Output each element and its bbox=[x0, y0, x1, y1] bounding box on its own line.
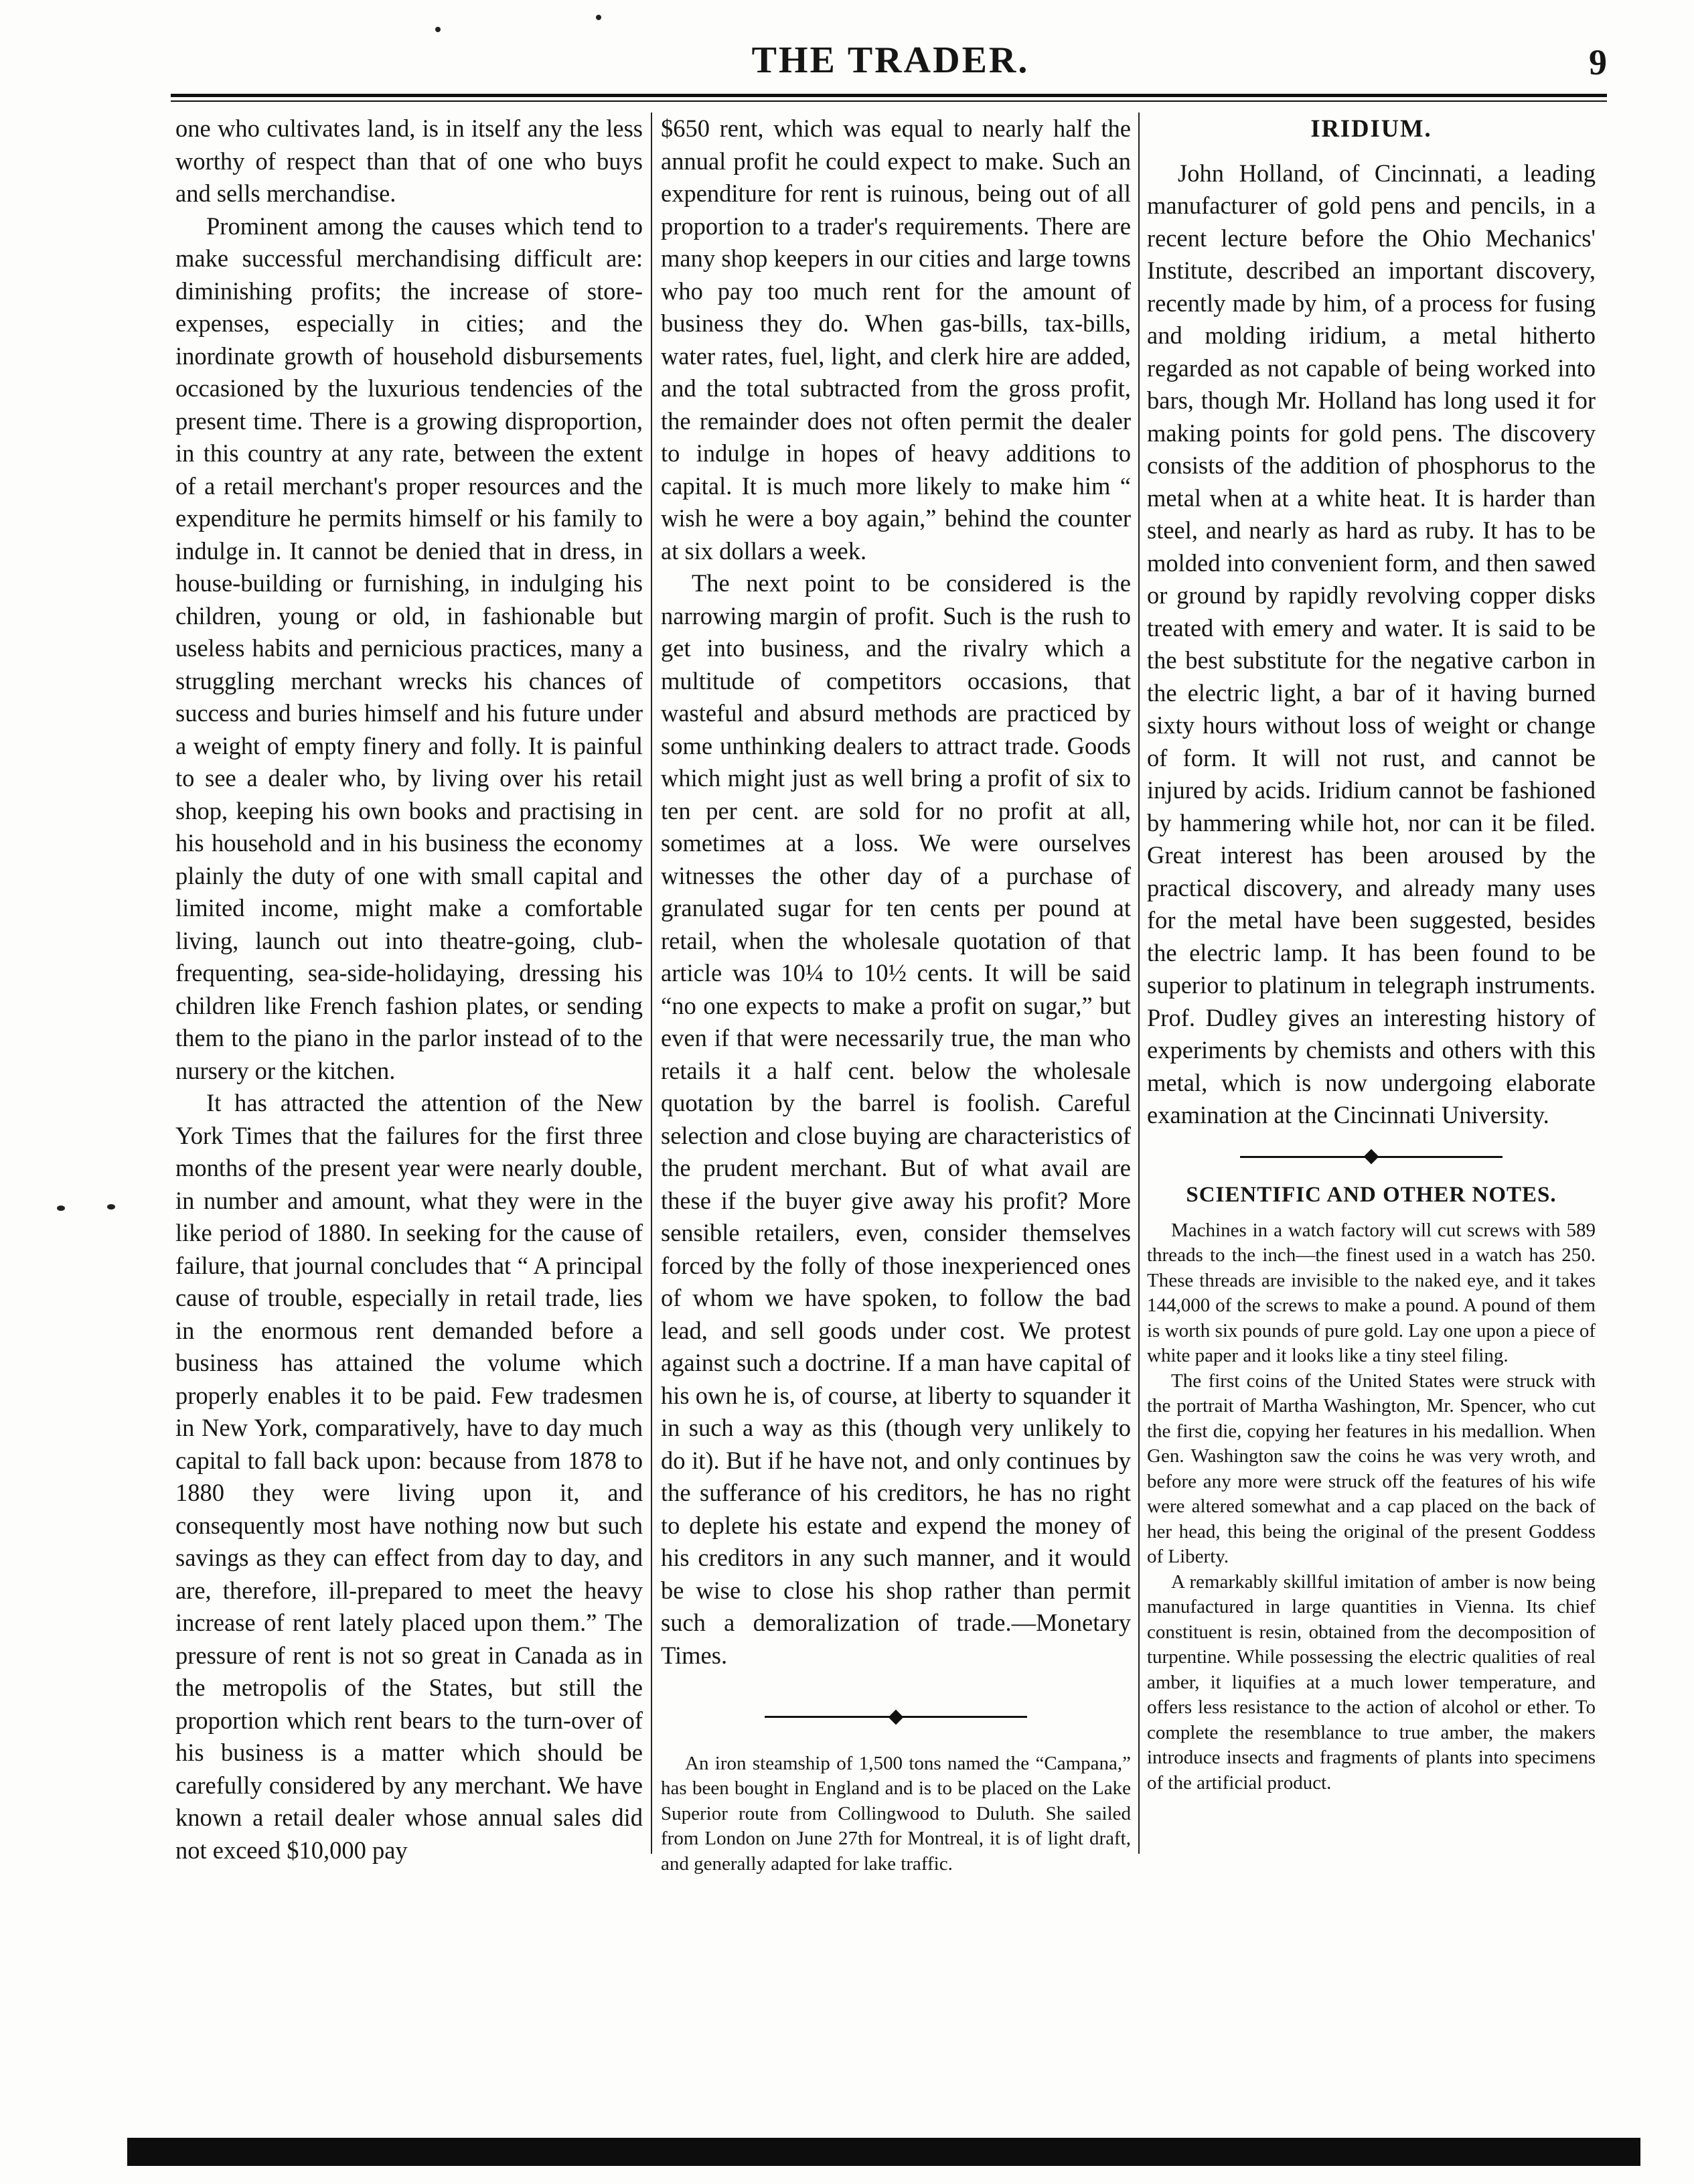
margin-speck bbox=[57, 1206, 65, 1211]
column-1 bbox=[175, 113, 643, 1864]
page-number: 9 bbox=[1589, 42, 1607, 82]
notes-ornament bbox=[1147, 1139, 1596, 1171]
column-2-paragraph-1: $650 rent, which was equal to nearly half the annual profit he could expect to make. Such an expenditure for rent is ruinous, being out of all proportion to a trader's requirements. There are many shop keepers in our cities and large towns who pay too much rent for the amount of business they do. When gas-bills, tax-bills, water rates, fuel, light, and clerk hire are added, and the total subtracted from the gross profit, the remainder does not often permit the dealer to indulge in hopes of heavy additions to capital. It is much more likely to make him “ wish he were a boy again,” behind the counter at six dollars a week. bbox=[661, 115, 1131, 565]
section-ornament bbox=[661, 1698, 1131, 1731]
note-first-coins: The first coins of the United States were struck with the portrait of Martha Washington, Mr. Spencer, who cut the first die, copying her features in his medallion. When Gen. Washington saw the coins he was very wroth, and before any more were struck off the features of his wife were altered somewhat and a cap placed on the back of her head, this being the original of the present Goddess of Liberty. bbox=[1147, 1370, 1596, 1567]
note-watch-screws: Machines in a watch factory will cut screws with 589 threads to the inch—the finest used in a watch has 250. These threads are invisible to the naked eye, and it takes 144,000 of the screws to make a pound. A pound of them is worth six pounds of pure gold. Lay one upon a piece of white paper and it looks like a tiny steel filing. bbox=[1147, 1219, 1596, 1366]
notes-heading: SCIENTIFIC AND OTHER NOTES. bbox=[1186, 1183, 1557, 1207]
margin-speck bbox=[435, 27, 441, 32]
iridium-heading: IRIDIUM. bbox=[1310, 115, 1432, 142]
column-2 bbox=[661, 113, 1131, 1875]
scientific-notes bbox=[1147, 1218, 1596, 1796]
steamship-note bbox=[661, 1751, 1131, 1877]
iridium-article: John Holland, of Cincinnati, a leading manufacturer of gold pens and pencils, in a recent lecture before the Ohio Mechanics' Institute, described an important discovery, recently made by him, of a process for fusing and molding iridium, a metal hitherto regarded as not capable of being worked into bars, though Mr. Holland has long used it for making points for gold pens. The discovery consists of the addition of phosphorus to the metal when at a white heat. It is harder than steel, and nearly as hard as ruby. It has to be molded into convenient form, and then sawed or ground by rapidly revolving copper disks treated with emery and water. It is said to be the best substitute for the negative carbon in the electric light, a bar of it having burned sixty hours without loss of weight or change of form. It will not rust, and cannot be injured by acids. Iridium cannot be fashioned by hammering while hot, nor can it be filed. Great interest has been aroused by the practical discovery, and already many uses for the metal have been suggested, besides the electric lamp. It has been found to be superior to platinum in telegraph instruments. Prof. Dudley gives an interesting history of experiments by chemists and others with this metal, which is now undergoing elaborate examination at the Cincinnati University. bbox=[1147, 159, 1596, 1129]
column-divider-1 bbox=[651, 113, 652, 1854]
steamship-note-text: An iron steamship of 1,500 tons named the “Campana,” has been bought in England and is to be placed on the Lake Superior route from Collingwood to Duluth. She sailed from London on June 27th for Montreal, it is of light draft, and generally adapted for lake traffic. bbox=[661, 1752, 1131, 1875]
column-divider-2 bbox=[1138, 113, 1140, 1854]
margin-speck bbox=[107, 1204, 115, 1210]
page-header bbox=[174, 39, 1607, 92]
column-2-paragraph-2: The next point to be considered is the narrowing margin of profit. Such is the rush to get into business, and the rivalry which a multitude of competitors occasions, that wasteful and absurd methods are practiced by some unthinking dealers to attract trade. Goods which might just as well bring a profit of six to ten per cent. are sold for no profit at all, sometimes at a loss. We were ourselves witnesses the other day of a purchase of granulated sugar for ten cents per pound at retail, when the wholesale quotation of that article was 10¼ to 10½ cents. It will be said “no one expects to make a profit on sugar,” but even if that were necessarily true, the man who retails it a half cent. below the wholesale quotation by the barrel is foolish. Careful selection and close buying are characteristics of the prudent merchant. But of what avail are these if the buyer give away his profit? More sensible retailers, even, consider themselves forced by the folly of those inexperienced ones of whom we have spoken, to follow the bad lead, and sell goods under cost. We protest against such a doctrine. If a man have capital of his own he is, of course, at liberty to squander it in such a way as this (though very unlikely to do it). But if he have not, and only continues by the sufferance of his creditors, he has no right to deplete his estate and expend the money of his creditors in any such manner, and it would be wise to close his shop rather than permit such a demoralization of trade.—Monetary Times. bbox=[661, 569, 1131, 1669]
column-3 bbox=[1147, 113, 1596, 1854]
header-rule-thick bbox=[171, 94, 1607, 97]
column-1-paragraph-3: It has attracted the attention of the New York Times that the failures for the first three months of the present year were nearly double, in number and amount, what they were in the like period of 1880. In seeking for the cause of failure, that journal concludes that “ A principal cause of trouble, especially in retail trade, lies in the enormous rent demanded before a business has attained the volume which properly enables it to be paid. Few tradesmen in New York, comparatively, have to day much capital to fall back upon: because from 1878 to 1880 they were living upon it, and consequently most have nothing now but such savings as they can effect from day to day, and are, therefore, ill-prepared to meet the heavy increase of rent lately placed upon them.” The pressure of rent is not so great in Canada as in the metropolis of the States, but still the proportion which rent bears to the turn-over of his business is a matter which should be carefully considered by any merchant. We have known a retail dealer whose annual sales did not exceed $10,000 pay bbox=[175, 1089, 643, 1864]
header-rule-thin bbox=[171, 100, 1607, 102]
column-1-paragraph-1: one who cultivates land, is in itself any the less worthy of respect than that of one who buys and sells merchandise. bbox=[175, 115, 643, 207]
bottom-edge-bar bbox=[127, 2138, 1640, 2166]
margin-speck bbox=[596, 15, 601, 20]
note-imitation-amber: A remarkably skillful imitation of amber is now being manufactured in large quantities in Vienna. Its chief constituent is resin, obtained from the decomposition of turpentine. While possessing the electric qualities of real amber, it liquifies at a much lower temperature, and offers less resistance to the action of alcohol or ether. To complete the resemblance to true amber, the makers introduce insects and fragments of plants into specimens of the artificial product. bbox=[1147, 1571, 1596, 1794]
column-1-paragraph-2: Prominent among the causes which tend to make successful merchandising difficult are: diminishing profits; the increase of store-expenses, especially in cities; and the inordinate growth of household disbursements occasioned by the luxurious tendencies of the present time. There is a growing disproportion, in this country at any rate, between the extent of a retail merchant's proper resources and the expenditure he permits himself or his family to indulge in. It cannot be denied that in dress, in house-building or furnishing, in indulging his children, young or old, in fashionable but useless habits and pernicious practices, many a struggling merchant wrecks his chances of success and buries himself and his future under a weight of empty finery and folly. It is painful to see a dealer who, by living over his retail shop, keeping his own books and practising in his household and in his business the economy plainly the duty of one with small capital and limited income, might make a comfortable living, launch out into theatre-going, club-frequenting, sea-side-holidaying, dressing his children like French fashion plates, or sending them to the piano in the parlor instead of to the nursery or the kitchen. bbox=[175, 212, 643, 1084]
newspaper-title: THE TRADER. bbox=[751, 40, 1030, 81]
